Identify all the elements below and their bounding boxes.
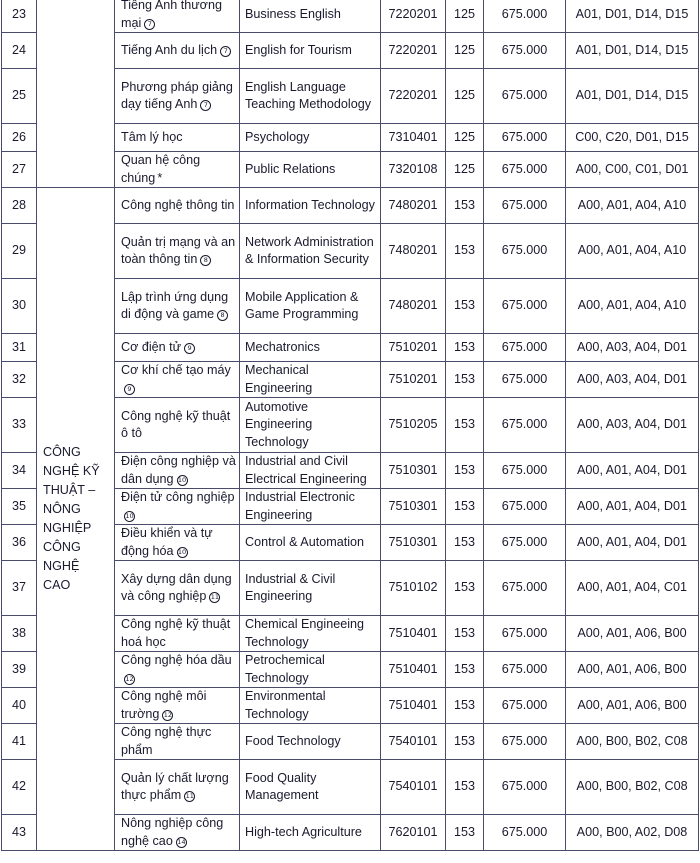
subject-combinations: C00, C20, D01, D15	[566, 124, 699, 152]
subject-combinations: A00, A03, A04, D01	[566, 362, 699, 398]
footnote-marker: 9	[184, 343, 195, 354]
footnote-marker: 10	[125, 511, 134, 520]
program-name-en: Mobile Application & Game Programming	[240, 279, 381, 334]
program-name-vi	[115, 279, 240, 334]
program-name-vi-text: Điều khiển và tự động hóa	[121, 526, 213, 558]
program-code: 7510301	[381, 453, 446, 489]
fee-value: 675.000	[484, 616, 566, 652]
subject-combinations: A00, A03, A04, D01	[566, 398, 699, 453]
program-name-vi	[115, 525, 240, 561]
row-number: 42	[2, 760, 37, 815]
subject-combinations: A00, C00, C01, D01	[566, 152, 699, 188]
row-number: 36	[2, 525, 37, 561]
program-code: 7220201	[381, 33, 446, 69]
fee-value: 675.000	[484, 334, 566, 362]
program-name-vi	[115, 152, 240, 188]
subject-combinations: A00, A01, A06, B00	[566, 688, 699, 724]
footnote-marker: 11	[210, 593, 220, 601]
program-code: 7510401	[381, 652, 446, 688]
row-number: 29	[2, 224, 37, 279]
row-number: 31	[2, 334, 37, 362]
program-name-en: Food Quality Management	[240, 760, 381, 815]
quota-value: 153	[446, 224, 484, 279]
program-name-vi-text: Công nghệ kỹ thuật hoá học	[121, 617, 231, 649]
program-name-vi-text: Quản trị mạng và an toàn thông tin	[121, 234, 236, 266]
row-number: 28	[2, 188, 37, 224]
fee-value: 675.000	[484, 561, 566, 616]
program-name-vi	[115, 652, 240, 688]
fee-value: 675.000	[484, 362, 566, 398]
row-number: 34	[2, 453, 37, 489]
row-number: 32	[2, 362, 37, 398]
quota-value: 153	[446, 279, 484, 334]
footnote-marker: 9	[124, 384, 135, 395]
program-code: 7510205	[381, 398, 446, 453]
quota-value: 153	[446, 815, 484, 851]
program-name-vi	[115, 489, 240, 525]
admissions-table	[1, 0, 699, 851]
footnote-marker: 7	[200, 100, 211, 111]
subject-combinations: A00, A03, A04, D01	[566, 334, 699, 362]
subject-combinations: A00, A01, A04, D01	[566, 489, 699, 525]
table-body	[2, 0, 699, 851]
program-name-en: Environmental Technology	[240, 688, 381, 724]
program-name-vi-text: Xây dựng dân dụng và công nghiệp	[121, 571, 232, 603]
row-number: 43	[2, 815, 37, 851]
quota-value: 125	[446, 152, 484, 188]
program-name-en: Chemical Engineeing Technology	[240, 616, 381, 652]
program-name-en: Industrial and Civil Electrical Engineering	[240, 453, 381, 489]
program-code: 7320108	[381, 152, 446, 188]
fee-value: 675.000	[484, 33, 566, 69]
program-name-vi	[115, 362, 240, 398]
program-code: 7620101	[381, 815, 446, 851]
subject-combinations: A00, A01, A06, B00	[566, 652, 699, 688]
fee-value: 675.000	[484, 652, 566, 688]
program-name-vi	[115, 453, 240, 489]
quota-value: 153	[446, 760, 484, 815]
footnote-marker: 7	[220, 46, 231, 57]
row-number: 37	[2, 561, 37, 616]
program-name-vi-text: Công nghệ môi trường	[121, 689, 207, 721]
fee-value: 675.000	[484, 188, 566, 224]
program-name-en: Public Relations	[240, 152, 381, 188]
program-code: 7510102	[381, 561, 446, 616]
group-cell-upper	[37, 0, 115, 188]
footnote-marker: 12	[163, 710, 173, 719]
program-name-en: Control & Automation	[240, 525, 381, 561]
program-name-en: Petrochemical Technology	[240, 652, 381, 688]
program-name-en: Information Technology	[240, 188, 381, 224]
program-name-vi-text: Cơ điện tử	[121, 339, 182, 354]
program-code: 7480201	[381, 279, 446, 334]
footnote-marker: 10	[177, 547, 187, 556]
fee-value: 675.000	[484, 688, 566, 724]
program-name-en: Food Technology	[240, 724, 381, 760]
subject-combinations: A00, A01, A04, A10	[566, 224, 699, 279]
program-name-vi-text: Tiếng Anh du lịch	[121, 42, 218, 57]
subject-combinations: A00, A01, A04, D01	[566, 525, 699, 561]
program-name-vi-text: Tiếng Anh thương mại	[121, 0, 222, 30]
program-code: 7510301	[381, 489, 446, 525]
program-name-vi	[115, 188, 240, 224]
row-number: 26	[2, 124, 37, 152]
row-number: 23	[2, 0, 37, 33]
program-name-vi-text: Cơ khí chế tạo máy	[121, 363, 231, 377]
quota-value: 125	[446, 69, 484, 124]
row-number: 39	[2, 652, 37, 688]
program-name-vi	[115, 224, 240, 279]
program-name-vi	[115, 688, 240, 724]
group-label: CÔNG NGHỆ KỸ THUẬT – NÔNG NGHIỆP CÔNG NGHỆ CAO	[43, 445, 100, 592]
subject-combinations: A00, A01, A04, D01	[566, 453, 699, 489]
footnote-marker: 10	[177, 475, 187, 484]
fee-value: 675.000	[484, 124, 566, 152]
program-code: 7540101	[381, 760, 446, 815]
subject-combinations: A01, D01, D14, D15	[566, 0, 699, 33]
program-name-vi	[115, 561, 240, 616]
quota-value: 125	[446, 0, 484, 33]
subject-combinations: A00, B00, B02, C08	[566, 760, 699, 815]
program-code: 7480201	[381, 188, 446, 224]
program-name-vi	[115, 0, 240, 33]
row-number: 35	[2, 489, 37, 525]
row-number: 41	[2, 724, 37, 760]
program-name-vi-text: Tâm lý học	[121, 129, 183, 144]
program-code: 7510201	[381, 334, 446, 362]
fee-value: 675.000	[484, 224, 566, 279]
footnote-marker: 14	[177, 837, 186, 846]
fee-value: 675.000	[484, 69, 566, 124]
program-name-vi-text: Công nghệ hóa dầu	[121, 653, 232, 667]
fee-value: 675.000	[484, 760, 566, 815]
program-name-en: Mechanical Engineering	[240, 362, 381, 398]
quota-value: 153	[446, 362, 484, 398]
program-name-vi-text: Công nghệ thông tin	[121, 197, 235, 212]
program-name-vi-text: Điện tử công nghiệp	[121, 490, 235, 504]
program-name-vi	[115, 124, 240, 152]
group-cell	[37, 188, 115, 851]
quota-value: 153	[446, 525, 484, 561]
program-name-en: Mechatronics	[240, 334, 381, 362]
subject-combinations: A00, B00, B02, C08	[566, 724, 699, 760]
quota-value: 153	[446, 453, 484, 489]
program-name-en: Automotive Engineering Technology	[240, 398, 381, 453]
quota-value: 153	[446, 616, 484, 652]
fee-value: 675.000	[484, 279, 566, 334]
quota-value: 125	[446, 124, 484, 152]
fee-value: 675.000	[484, 489, 566, 525]
fee-value: 675.000	[484, 525, 566, 561]
program-name-en: Network Administration & Information Security	[240, 224, 381, 279]
program-code: 7510301	[381, 525, 446, 561]
row-number: 33	[2, 398, 37, 453]
fee-value: 675.000	[484, 453, 566, 489]
quota-value: 153	[446, 724, 484, 760]
footnote-marker: 8	[217, 310, 228, 321]
program-name-vi	[115, 33, 240, 69]
row-number: 25	[2, 69, 37, 124]
program-name-vi-text: Lập trình ứng dụng di động và game	[121, 289, 229, 321]
row-number: 38	[2, 616, 37, 652]
program-name-en: High-tech Agriculture	[240, 815, 381, 851]
fee-value: 675.000	[484, 0, 566, 33]
program-code: 7220201	[381, 0, 446, 33]
fee-value: 675.000	[484, 815, 566, 851]
quota-value: 153	[446, 489, 484, 525]
row-number: 27	[2, 152, 37, 188]
quota-value: 153	[446, 188, 484, 224]
table-row	[2, 0, 699, 33]
row-number: 40	[2, 688, 37, 724]
program-code: 7510401	[381, 616, 446, 652]
program-code: 7510201	[381, 362, 446, 398]
row-number: 30	[2, 279, 37, 334]
fee-value: 675.000	[484, 398, 566, 453]
program-name-vi	[115, 724, 240, 760]
subject-combinations: A01, D01, D14, D15	[566, 33, 699, 69]
program-code: 7480201	[381, 224, 446, 279]
subject-combinations: A01, D01, D14, D15	[566, 69, 699, 124]
program-name-en: English for Tourism	[240, 33, 381, 69]
program-name-vi-text: Điện công nghiệp và dân dụng	[121, 454, 236, 486]
footnote-marker: 12	[125, 674, 134, 683]
footnote-marker: *	[157, 170, 163, 185]
program-name-en: Industrial Electronic Engineering	[240, 489, 381, 525]
quota-value: 153	[446, 688, 484, 724]
row-number: 24	[2, 33, 37, 69]
quota-value: 153	[446, 652, 484, 688]
subject-combinations: A00, A01, A04, A10	[566, 279, 699, 334]
program-name-vi	[115, 815, 240, 851]
program-name-vi-text: Phương pháp giảng dạy tiếng Anh	[121, 79, 233, 111]
program-name-en: Business English	[240, 0, 381, 33]
quota-value: 153	[446, 398, 484, 453]
quota-value: 125	[446, 33, 484, 69]
fee-value: 675.000	[484, 724, 566, 760]
subject-combinations: A00, A01, A04, C01	[566, 561, 699, 616]
program-name-vi	[115, 616, 240, 652]
program-name-vi-text: Quản lý chất lượng thực phẩm	[121, 770, 229, 802]
footnote-marker: 7	[144, 19, 155, 30]
program-name-en: Industrial & Civil Engineering	[240, 561, 381, 616]
program-name-vi-text: Nông nghiệp công nghệ cao	[121, 816, 224, 848]
program-name-en: English Language Teaching Methodology	[240, 69, 381, 124]
program-name-vi-text: Công nghệ kỹ thuật ô tô	[121, 408, 231, 440]
program-code: 7510401	[381, 688, 446, 724]
program-name-en: Psychology	[240, 124, 381, 152]
program-name-vi	[115, 760, 240, 815]
quota-value: 153	[446, 334, 484, 362]
subject-combinations: A00, A01, A06, B00	[566, 616, 699, 652]
footnote-marker: 11	[185, 792, 194, 800]
program-name-vi	[115, 69, 240, 124]
table-row	[2, 188, 699, 224]
program-code: 7220201	[381, 69, 446, 124]
footnote-marker: 8	[200, 255, 211, 266]
program-name-vi	[115, 398, 240, 453]
program-code: 7540101	[381, 724, 446, 760]
program-code: 7310401	[381, 124, 446, 152]
fee-value: 675.000	[484, 152, 566, 188]
program-name-vi-text: Quan hệ công chúng	[121, 153, 201, 185]
subject-combinations: A00, B00, A02, D08	[566, 815, 699, 851]
quota-value: 153	[446, 561, 484, 616]
subject-combinations: A00, A01, A04, A10	[566, 188, 699, 224]
program-name-vi-text: Công nghệ thực phẩm	[121, 725, 212, 757]
program-name-vi	[115, 334, 240, 362]
